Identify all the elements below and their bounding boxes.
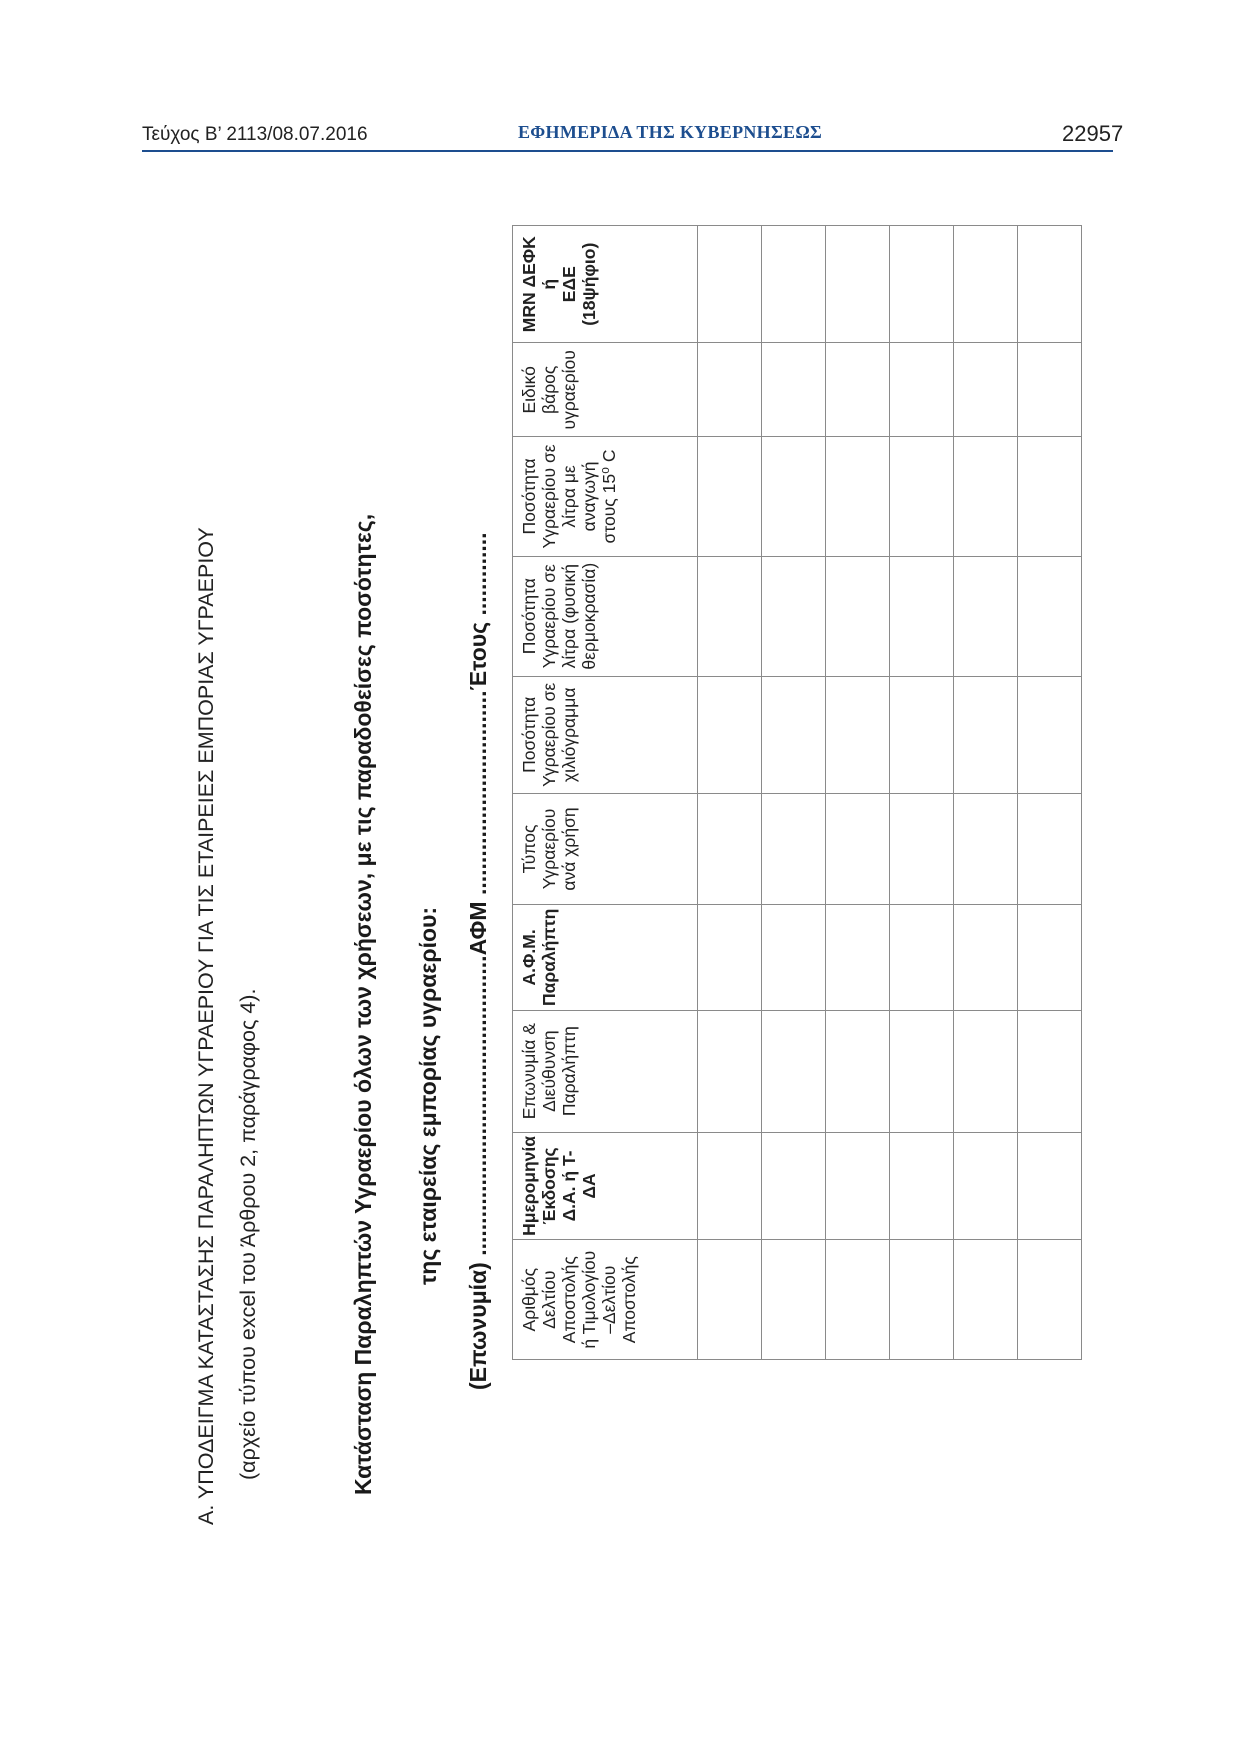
table-cell[interactable] <box>698 226 762 343</box>
table-cell[interactable] <box>890 556 954 676</box>
table-row <box>762 226 826 1360</box>
table-cell[interactable] <box>826 343 890 437</box>
table-cell[interactable] <box>826 793 890 904</box>
header-divider <box>142 150 1113 152</box>
table-cell[interactable] <box>954 556 1018 676</box>
table-cell[interactable] <box>698 343 762 437</box>
table-cell[interactable] <box>890 905 954 1011</box>
column-header: Ποσότητα Υγραερίου σε λίτρα με αναγωγή στους 15⁰ C <box>513 437 698 557</box>
annex-subtitle: (αρχείο τύπου excel του Άρθρου 2, παράγραφος 4). <box>236 988 260 1480</box>
table-cell[interactable] <box>890 437 954 557</box>
table-cell[interactable] <box>826 437 890 557</box>
table-cell[interactable] <box>762 1010 826 1132</box>
table-cell[interactable] <box>890 343 954 437</box>
table-cell[interactable] <box>698 1132 762 1240</box>
table-cell[interactable] <box>762 343 826 437</box>
table-cell[interactable] <box>762 676 826 793</box>
column-header: Αριθμός Δελτίου Αποστολής ή Τιμολογίου –Δελτίου Αποστολής <box>513 1240 698 1360</box>
table-row <box>890 226 954 1360</box>
table-cell[interactable] <box>698 793 762 904</box>
table-cell[interactable] <box>698 905 762 1011</box>
table-cell[interactable] <box>762 437 826 557</box>
table-cell[interactable] <box>1018 343 1082 437</box>
table-cell[interactable] <box>1018 1240 1082 1360</box>
table-cell[interactable] <box>826 1132 890 1240</box>
table-cell[interactable] <box>762 226 826 343</box>
table-cell[interactable] <box>954 1240 1018 1360</box>
table-cell[interactable] <box>762 556 826 676</box>
table-cell[interactable] <box>1018 676 1082 793</box>
table-row <box>826 226 890 1360</box>
table-row <box>698 226 762 1360</box>
table-cell[interactable] <box>890 226 954 343</box>
table-cell[interactable] <box>826 556 890 676</box>
table-cell[interactable] <box>1018 1132 1082 1240</box>
table-cell[interactable] <box>762 905 826 1011</box>
table-cell[interactable] <box>826 905 890 1011</box>
table-cell[interactable] <box>890 793 954 904</box>
page-number: 22957 <box>1062 121 1124 146</box>
column-header: Ημερομηνία Έκδοσης Δ.Α. ή Τ- ΔΑ <box>513 1132 698 1240</box>
annex-title: Α. ΥΠΟΔΕΙΓΜΑ ΚΑΤΑΣΤΑΣΗΣ ΠΑΡΑΛΗΠΤΩΝ ΥΓΡΑΕΡΙΟΥ ΓΙΑ ΤΙΣ ΕΤΑΙΡΕΙΕΣ ΕΜΠΟΡΙΑΣ ΥΓΡΑΕΡΙΟΥ <box>194 527 218 1525</box>
table-cell[interactable] <box>954 905 1018 1011</box>
form-title: Κατάσταση Παραληπτών Υγραερίου όλων των χρήσεων, με τις παραδοθείσες ποσότητες, <box>350 513 376 1495</box>
table-cell[interactable] <box>826 676 890 793</box>
table-cell[interactable] <box>1018 905 1082 1011</box>
table-cell[interactable] <box>1018 226 1082 343</box>
column-header: Επωνυμία & Διεύθυνση Παραλήπτη <box>513 1010 698 1132</box>
table-cell[interactable] <box>698 1010 762 1132</box>
table-cell[interactable] <box>826 1010 890 1132</box>
table-cell[interactable] <box>954 343 1018 437</box>
recipients-table <box>512 225 1082 1360</box>
table-row <box>1018 226 1082 1360</box>
column-header: MRN ΔΕΦΚ ή ΕΔΕ (18ψήφιο) <box>513 226 698 343</box>
column-header: Α.Φ.Μ. Παραλήπτη <box>513 905 698 1011</box>
company-fields-line: (Επωνυμία) ...............................................ΑΦΜ ................................Έτους ............. <box>465 532 491 1390</box>
table-cell[interactable] <box>762 793 826 904</box>
table-cell[interactable] <box>1018 556 1082 676</box>
table-cell[interactable] <box>954 1010 1018 1132</box>
table-cell[interactable] <box>698 556 762 676</box>
table-cell[interactable] <box>1018 437 1082 557</box>
table-cell[interactable] <box>698 437 762 557</box>
form-subtitle: της εταιρείας εμπορίας υγραερίου: <box>415 906 441 1285</box>
table-cell[interactable] <box>698 676 762 793</box>
table-cell[interactable] <box>826 1240 890 1360</box>
table-cell[interactable] <box>1018 793 1082 904</box>
column-header: Τύπος Υγραερίου ανά χρήση <box>513 793 698 904</box>
rotated-form <box>140 225 1140 1555</box>
table-cell[interactable] <box>954 437 1018 557</box>
table-cell[interactable] <box>762 1240 826 1360</box>
column-header: Ποσότητα Υγραερίου σε χιλιόγραμμα <box>513 676 698 793</box>
table-cell[interactable] <box>954 1132 1018 1240</box>
gazette-issue: Τεύχος Β’ 2113/08.07.2016 <box>142 124 368 145</box>
table-cell[interactable] <box>890 1010 954 1132</box>
column-header: Ποσότητα Υγραερίου σε λίτρα (φυσική θερμοκρασία) <box>513 556 698 676</box>
table-cell[interactable] <box>762 1132 826 1240</box>
table-cell[interactable] <box>698 1240 762 1360</box>
gazette-title: ΕΦΗΜΕΡΙΔΑ ΤΗΣ ΚΥΒΕΡΝΗΣΕΩΣ <box>518 122 823 142</box>
column-header: Ειδικό βάρος υγραερίου <box>513 343 698 437</box>
table-cell[interactable] <box>1018 1010 1082 1132</box>
table-cell[interactable] <box>890 1240 954 1360</box>
table-cell[interactable] <box>954 226 1018 343</box>
table-cell[interactable] <box>890 676 954 793</box>
table-cell[interactable] <box>954 676 1018 793</box>
table-cell[interactable] <box>890 1132 954 1240</box>
table-header-row <box>513 226 698 1360</box>
table-row <box>954 226 1018 1360</box>
table-cell[interactable] <box>826 226 890 343</box>
table-cell[interactable] <box>954 793 1018 904</box>
